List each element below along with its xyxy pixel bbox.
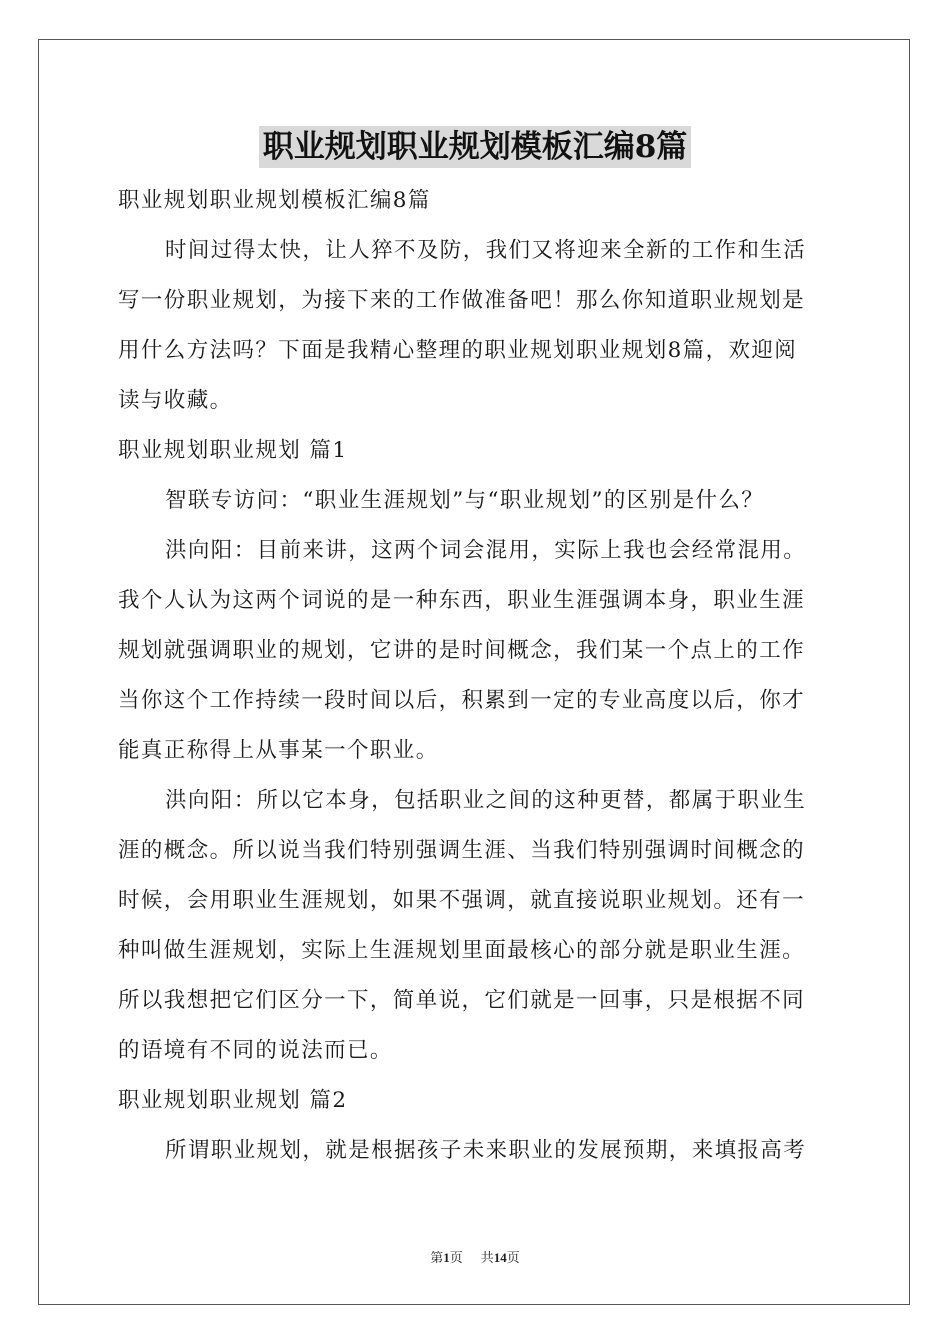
total-prefix: 共 xyxy=(480,1250,494,1265)
text-line: 智联专访问：“职业生涯规划”与“职业规划”的区别是什么？ xyxy=(165,488,765,513)
text-line: 读与收藏。 xyxy=(118,388,233,413)
page-prefix: 第 xyxy=(430,1250,444,1265)
text-line: 规划就强调职业的规划，它讲的是时间概念，我们某一个点上的工作 xyxy=(118,638,806,663)
total-pages: 14 xyxy=(493,1250,507,1265)
text-line: 用什么方法吗？下面是我精心整理的职业规划职业规划8篇，欢迎阅 xyxy=(118,338,798,363)
text-line: 所谓职业规划，就是根据孩子未来职业的发展预期，来填报高考 xyxy=(165,1138,807,1163)
text-line: 洪向阳：所以它本身，包括职业之间的这种更替，都属于职业生 xyxy=(165,788,807,813)
text-line: 当你这个工作持续一段时间以后，积累到一定的专业高度以后，你才 xyxy=(118,688,806,713)
page-footer xyxy=(0,1247,950,1266)
text-line: 我个人认为这两个词说的是一种东西，职业生涯强调本身，职业生涯 xyxy=(118,588,806,613)
text-line: 职业规划职业规划模板汇编8篇 xyxy=(118,188,431,213)
document-title: 职业规划职业规划模板汇编8篇 xyxy=(259,126,692,168)
total-suffix: 页 xyxy=(506,1250,520,1265)
text-line: 写一份职业规划，为接下来的工作做准备吧！那么你知道职业规划是 xyxy=(118,288,806,313)
page-suffix: 页 xyxy=(449,1250,463,1265)
text-line: 洪向阳：目前来讲，这两个词会混用，实际上我也会经常混用。 xyxy=(165,538,807,563)
text-line: 能真正称得上从事某一个职业。 xyxy=(118,738,439,763)
text-line: 种叫做生涯规划，实际上生涯规划里面最核心的部分就是职业生涯。 xyxy=(118,938,806,963)
text-line: 的语境有不同的说法而已。 xyxy=(118,1038,393,1063)
text-line: 所以我想把它们区分一下，简单说，它们就是一回事，只是根据不同 xyxy=(118,988,806,1013)
document-body xyxy=(118,176,834,1176)
page-number: 1 xyxy=(443,1250,450,1265)
text-line: 涯的概念。所以说当我们特别强调生涯、当我们特别强调时间概念的 xyxy=(118,838,806,863)
title-container xyxy=(0,126,950,168)
text-line: 时间过得太快，让人猝不及防，我们又将迎来全新的工作和生活 xyxy=(165,238,807,263)
text-line: 时候，会用职业生涯规划，如果不强调，就直接说职业规划。还有一 xyxy=(118,888,806,913)
text-line: 职业规划职业规划 篇1 xyxy=(118,438,348,463)
text-line: 职业规划职业规划 篇2 xyxy=(118,1088,348,1113)
